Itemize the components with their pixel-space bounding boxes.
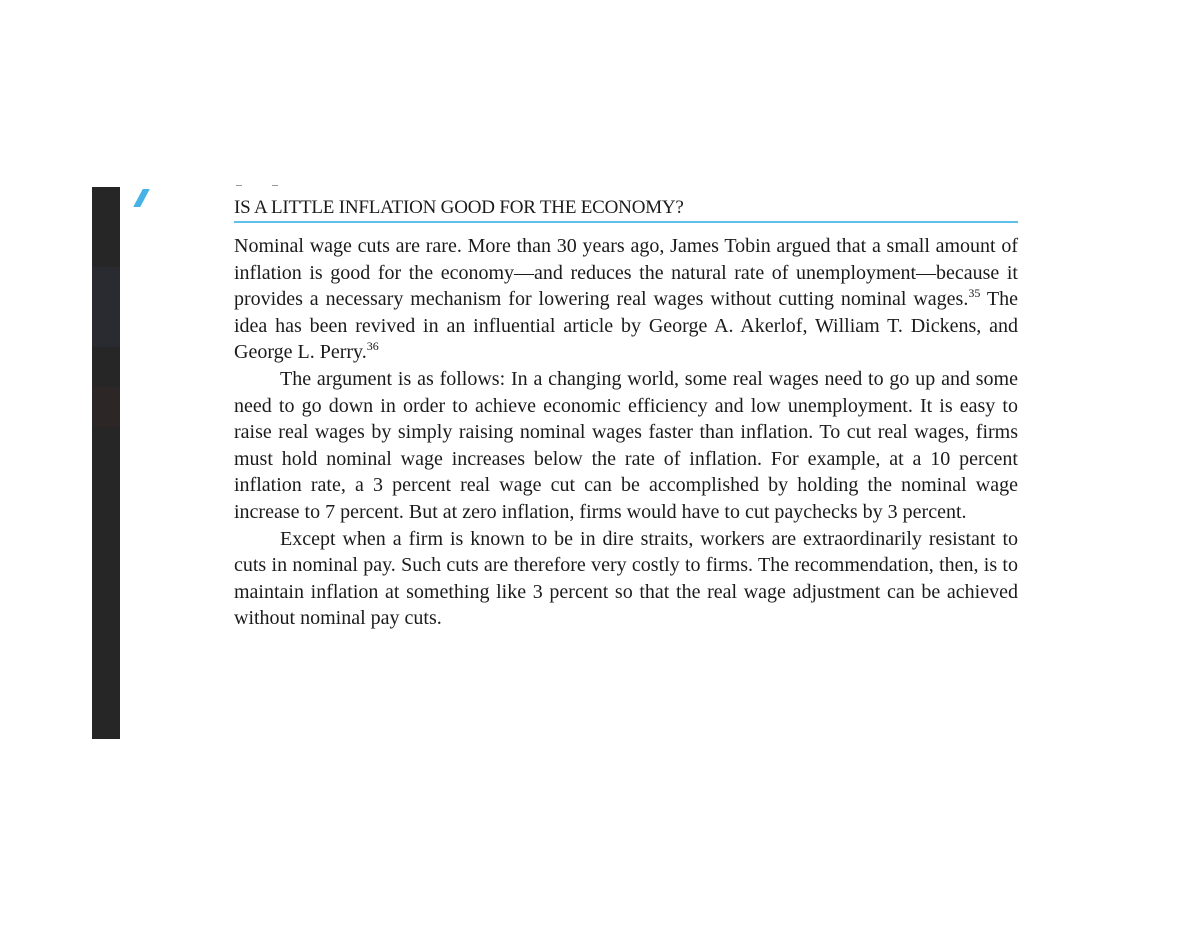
title-rule bbox=[234, 221, 1018, 223]
strip-shade-upper bbox=[92, 267, 120, 347]
left-margin-strip bbox=[92, 187, 120, 739]
box-title: IS A LITTLE INFLATION GOOD FOR THE ECONOMY? bbox=[234, 197, 684, 218]
top-tick-marks bbox=[236, 185, 296, 189]
paragraph-1 bbox=[234, 233, 1018, 366]
paragraph-2 bbox=[234, 366, 1018, 526]
footnote-ref-35[interactable]: 35 bbox=[968, 286, 981, 301]
paragraph-2-text: The argument is as follows: In a changing world, some real wages need to go up and some need to go down in order to achieve economic efficiency and low unemployment. It is easy to raise real wages by simply raising nominal wages faster than inflation. To cut real wages, firms must hold nominal wage increases below the rate of inflation. For example, at a 10 percent inflation rate, a 3 percent real wage cut can be accomplished by holding the nominal wage increase to 7 percent. But at zero inflation, firms would have to cut paychecks by 3 percent. bbox=[234, 367, 1018, 523]
footnote-ref-36[interactable]: 36 bbox=[366, 339, 379, 354]
paragraph-3-text: Except when a firm is known to be in dire straits, workers are extraordinarily resistant to cuts in nominal pay. Such cuts are therefore very costly to firms. The recommendation, then, is to maintain inflation at something like 3 percent so that the real wage adjustment can be achieved without nominal pay cuts. bbox=[234, 527, 1018, 630]
textbook-box bbox=[234, 196, 1018, 632]
paragraph-1-text-a: Nominal wage cuts are rare. More than 30 years ago, James Tobin argued that a small amount of inflation is good for the economy—and reduces the natural rate of unemployment—because it provides a necessary mechanism for lowering real wages without cutting nominal wages. bbox=[234, 235, 1018, 311]
paragraph-1-text-b: The idea has been revived in an influential article by George A. Akerlof, William T. Dickens, and George L. Perry. bbox=[234, 288, 1019, 364]
strip-shade-lower bbox=[92, 387, 120, 427]
blue-corner-mark bbox=[133, 189, 150, 207]
paragraph-3 bbox=[234, 526, 1018, 632]
